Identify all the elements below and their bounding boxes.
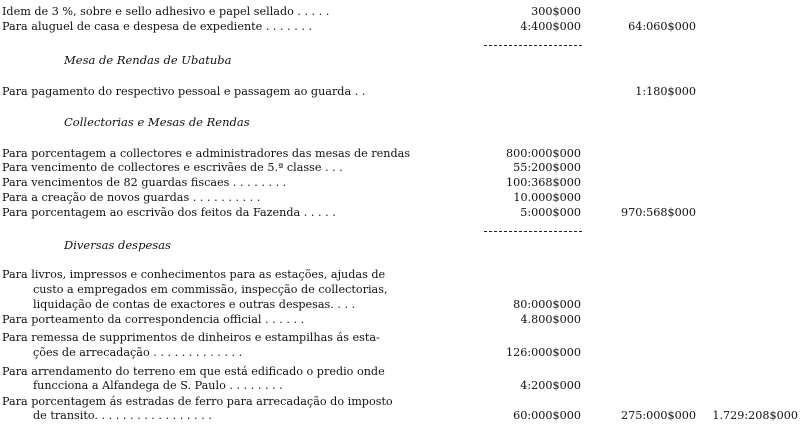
row-amount: 5:000$000 [520, 206, 581, 219]
row-amount: 60:000$000 [513, 409, 581, 422]
ledger-row [0, 5, 800, 19]
row-description: Para porcentagem ás estradas de ferro para arrecadação do imposto [2, 395, 393, 408]
row-description: Para vencimento de collectores e escrivães de 5.ª classe . . . [2, 161, 343, 174]
column-rule [484, 45, 582, 46]
section-heading: Collectorias e Mesas de Rendas [64, 115, 250, 129]
row-description: Para a creação de novos guardas . . . . . . . . . . [2, 191, 261, 204]
ledger-row [0, 20, 800, 34]
ledger-row [0, 365, 800, 379]
row-description: funcciona a Alfandega de S. Paulo . . . . . . . . [33, 379, 283, 392]
row-description: Para porteamento da correspondencia official . . . . . . [2, 313, 305, 326]
row-description: liquidação de contas de exactores e outras despesas. . . . [33, 298, 356, 311]
row-amount: 100:368$000 [506, 176, 581, 189]
row-amount: 4:400$000 [520, 20, 581, 33]
row-amount: 80:000$000 [513, 298, 581, 311]
ledger-row [0, 206, 800, 220]
row-amount: 800:000$000 [506, 147, 581, 160]
ledger-row [0, 161, 800, 175]
ledger-row-continued [0, 283, 800, 297]
section-heading: Mesa de Rendas de Ubatuba [64, 53, 232, 67]
row-amount: 55:200$000 [513, 161, 581, 174]
row-description: Para vencimentos de 82 guardas fiscaes . . . . . . . . [2, 176, 287, 189]
row-description: de transito. . . . . . . . . . . . . . . . . [33, 409, 212, 422]
row-amount: 10.000$000 [513, 191, 581, 204]
row-description: Para livros, impressos e conhecimentos para as estações, ajudas de [2, 268, 386, 281]
ledger-row [0, 85, 800, 99]
section-subtotal: 275:000$000 [621, 409, 696, 422]
row-description: ções de arrecadação . . . . . . . . . . . . . [33, 346, 243, 359]
ledger-row-continued [0, 298, 800, 312]
row-amount: 4:200$000 [520, 379, 581, 392]
row-amount: 300$000 [531, 5, 581, 18]
ledger-row [0, 313, 800, 327]
ledger-row [0, 268, 800, 282]
ledger-row-continued [0, 409, 800, 423]
row-description: Para porcentagem a collectores e administradores das mesas de rendas [2, 147, 411, 160]
row-description: Para arrendamento do terreno em que está edificado o predio onde [2, 365, 385, 378]
section-subtotal: 64:060$000 [628, 20, 696, 33]
grand-total: 1.729:208$000 [712, 409, 798, 422]
column-rule [484, 231, 582, 232]
ledger-row [0, 176, 800, 190]
ledger-row [0, 395, 800, 409]
section-heading: Diversas despesas [64, 238, 171, 252]
section-subtotal: 970:568$000 [621, 206, 696, 219]
row-description: Para porcentagem ao escrivão dos feitos da Fazenda . . . . . [2, 206, 336, 219]
ledger-row-continued [0, 346, 800, 360]
row-description: custo a empregados em commissão, inspecção de collectorias, [33, 283, 388, 296]
section-subtotal: 1:180$000 [635, 85, 696, 98]
row-description: Para aluguel de casa e despesa de expediente . . . . . . . [2, 20, 313, 33]
row-description: Para pagamento do respectivo pessoal e passagem ao guarda . . [2, 85, 366, 98]
ledger-row-continued [0, 379, 800, 393]
ledger-row [0, 191, 800, 205]
ledger-row [0, 331, 800, 345]
row-amount: 126:000$000 [506, 346, 581, 359]
ledger-row [0, 147, 800, 161]
row-description: Idem de 3 %, sobre e sello adhesivo e papel sellado . . . . . [2, 5, 330, 18]
row-description: Para remessa de supprimentos de dinheiros e estampilhas ás esta- [2, 331, 380, 344]
row-amount: 4.800$000 [520, 313, 581, 326]
